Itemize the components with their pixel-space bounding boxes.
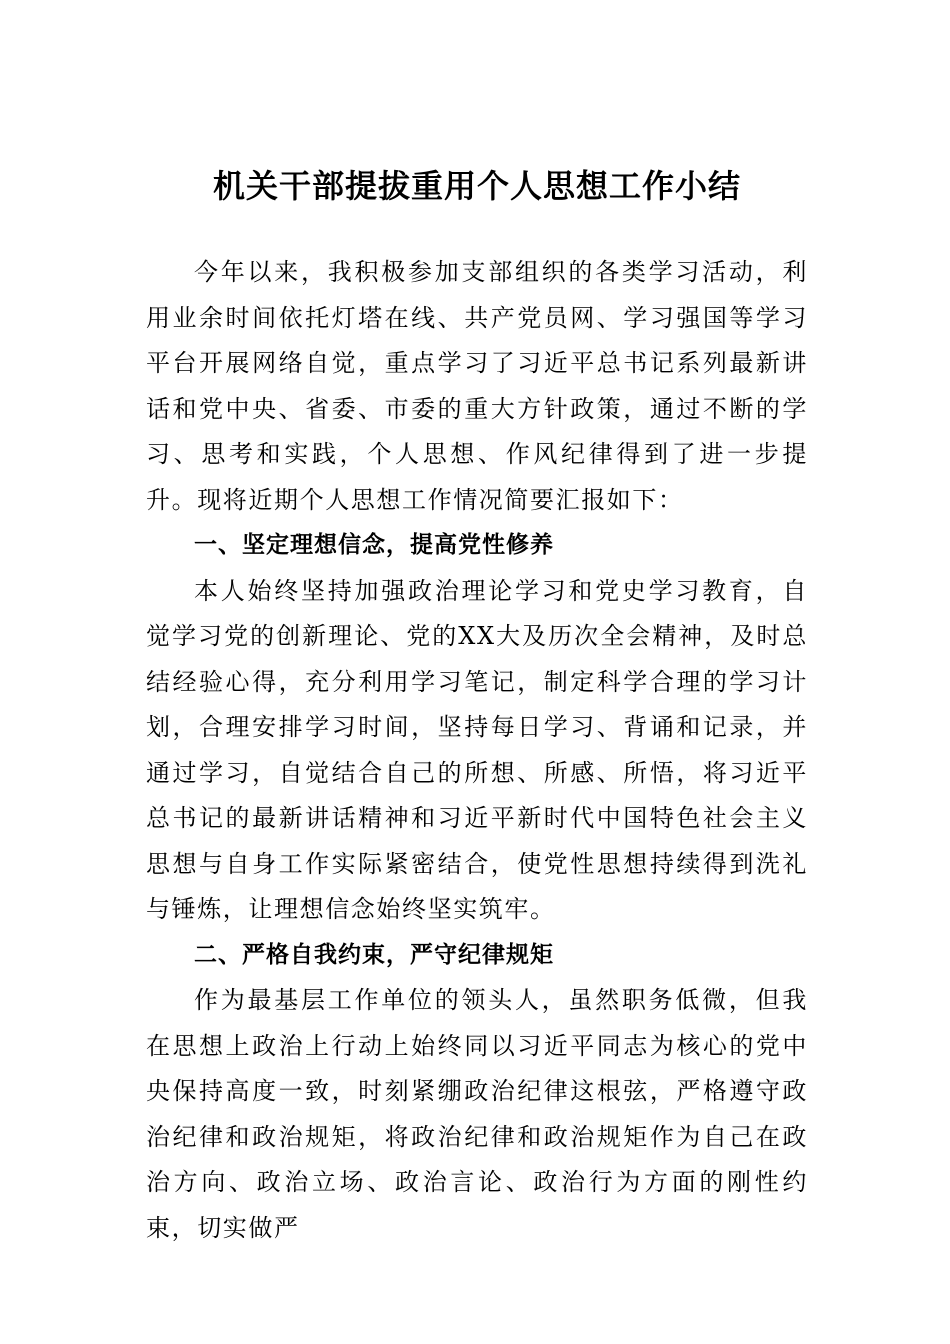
document-page [146,0,808,1251]
document-title: 机关干部提拔重用个人思想工作小结 [212,167,741,205]
section-heading-2: 二、严格自我约束，严守纪律规矩 [194,941,554,968]
section-paragraph-1: 本人始终坚持加强政治理论学习和党史学习教育，自觉学习党的创新理论、党的XX大及历次全会精神，及时总结经验心得，充分利用学习笔记，制定科学合理的学习计划，合理安排学习时间，坚持每日学习、背诵和记录，并通过学习，自觉结合自己的所想、所感、所悟，将习近平总书记的最新讲话精神和习近平新时代中国特色社会主义思想与自身工作实际紧密结合，使党性思想持续得到洗礼与锤炼，让理想信念始终坚实筑牢。 [146,576,808,923]
section-paragraph-2: 作为最基层工作单位的领头人，虽然职务低微，但我在思想上政治上行动上始终同以习近平同志为核心的党中央保持高度一致，时刻紧绷政治纪律这根弦，严格遵守政治纪律和政治规矩，将政治纪律和政治规矩作为自己在政治方向、政治立场、政治言论、政治行为方面的刚性约束，切实做严 [146,986,808,1242]
section-heading-1: 一、坚定理想信念，提高党性修养 [194,532,554,558]
intro-paragraph: 今年以来，我积极参加支部组织的各类学习活动，利用业余时间依托灯塔在线、共产党员网、学习强国等学习平台开展网络自觉，重点学习了习近平总书记系列最新讲话和党中央、省委、市委的重大方针政策，通过不断的学习、思考和实践，个人思想、作风纪律得到了进一步提升。现将近期个人思想工作情况简要汇报如下： [146,258,808,514]
document-body [146,250,808,1251]
